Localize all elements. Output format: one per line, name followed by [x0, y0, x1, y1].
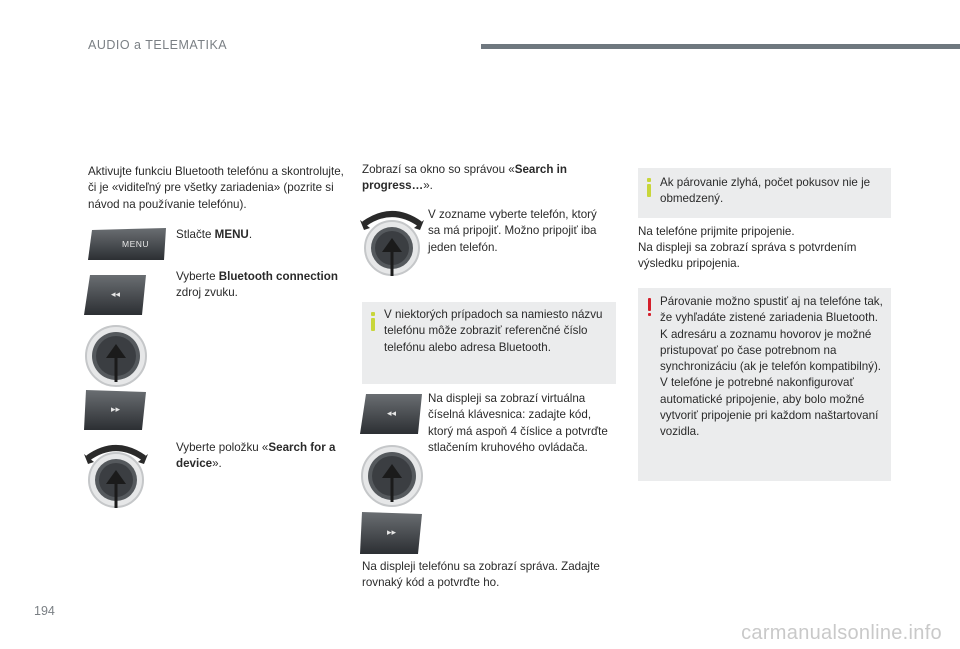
watermark: carmanualsonline.info [741, 622, 942, 644]
info-icon [371, 312, 375, 331]
col2-select-phone: V zozname vyberte telefón, ktorý sa má pripojiť. Možno pripojiť iba jeden telefón. [428, 208, 597, 254]
rewind-icon: ◂◂ [111, 289, 121, 299]
section-title: AUDIO a TELEMATIKA [88, 38, 228, 52]
col2-intro-text: Zobrazí sa okno so správou « [362, 163, 515, 176]
menu-button-illustration [88, 228, 168, 260]
col2-info-note: V niektorých prípadoch sa namiesto názvu telefónu môže zobraziť referenčné číslo telefónu alebo adresa Bluetooth. [384, 308, 603, 354]
col1-step3 [176, 440, 346, 473]
rotary-knob-push-icon [84, 324, 148, 388]
col2-confirm: Na displeji telefónu sa zobrazí správa. Zadajte rovnaký kód a potvrďte ho. [362, 560, 600, 590]
col3-info-note: Ak párovanie zlyhá, počet pokusov nie je obmedzený. [660, 176, 871, 206]
step1-bold: MENU [214, 228, 249, 241]
col3-accept: Na telefóne prijmite pripojenie. [638, 225, 795, 238]
page-number: 194 [34, 604, 55, 618]
col2-intro [362, 162, 610, 195]
forward-button-illustration-2 [360, 512, 422, 554]
forward-icon: ▸▸ [387, 527, 397, 537]
col2-intro-bold: Search in progress… [362, 163, 567, 193]
forward-button-illustration [84, 390, 146, 430]
step1-text: Stlačte [176, 228, 215, 241]
step2-text: Vyberte [176, 270, 219, 283]
rotary-knob-turn-icon-2 [360, 206, 424, 278]
step3-bold: Search for a device [176, 441, 336, 471]
rotary-knob-push-icon-2 [360, 444, 424, 508]
rotary-knob-turn-icon [84, 440, 148, 510]
rewind-button-illustration-2 [360, 394, 422, 434]
warning-icon [648, 298, 652, 316]
info-note-box-2 [638, 168, 891, 218]
col1-intro: Aktivujte funkciu Bluetooth telefónu a skontrolujte, či je «viditeľný pre všetky zariadenia» (pozrite si návod na používanie telefónu). [88, 165, 344, 211]
col2-keypad: Na displeji sa zobrazí virtuálna číselná klávesnica: zadajte kód, ktorý má aspoň 4 číslice a potvrďte stlačením kruhového ovládača. [428, 392, 608, 454]
rewind-button-illustration [84, 275, 146, 315]
rewind-icon: ◂◂ [387, 408, 397, 418]
header-rule [481, 44, 960, 49]
warning-note-box [638, 288, 891, 481]
forward-icon: ▸▸ [111, 404, 121, 414]
step2-suffix: zdroj zvuku. [176, 286, 238, 300]
info-icon [647, 178, 651, 197]
menu-button-label: MENU [122, 239, 150, 249]
step3-suffix: ». [212, 457, 222, 471]
col2-intro-suffix: ». [423, 179, 433, 193]
step2-bold: Bluetooth connection [218, 270, 338, 283]
col3-warning-note: Párovanie možno spustiť aj na telefóne tak, že vyhľadáte zistené zariadenia Bluetooth. K adresáru a zoznamu hovorov je možné pristupovať po čase potrebnom na synchronizáciu (ak je telefón kompatibilný). V telefóne je potrebné nakonfigurovať automatické pripojenie, aby bolo možné vytvoriť pripojenie pri každom naštartovaní vozidla. [660, 295, 883, 439]
info-note-box [362, 302, 616, 384]
step1-suffix: . [248, 228, 253, 241]
col1-step1 [176, 227, 346, 243]
step3-text: Vyberte položku « [176, 441, 269, 454]
col1-step2 [176, 269, 346, 302]
col3-result: Na displeji sa zobrazí správa s potvrdením výsledku pripojenia. [638, 241, 857, 271]
